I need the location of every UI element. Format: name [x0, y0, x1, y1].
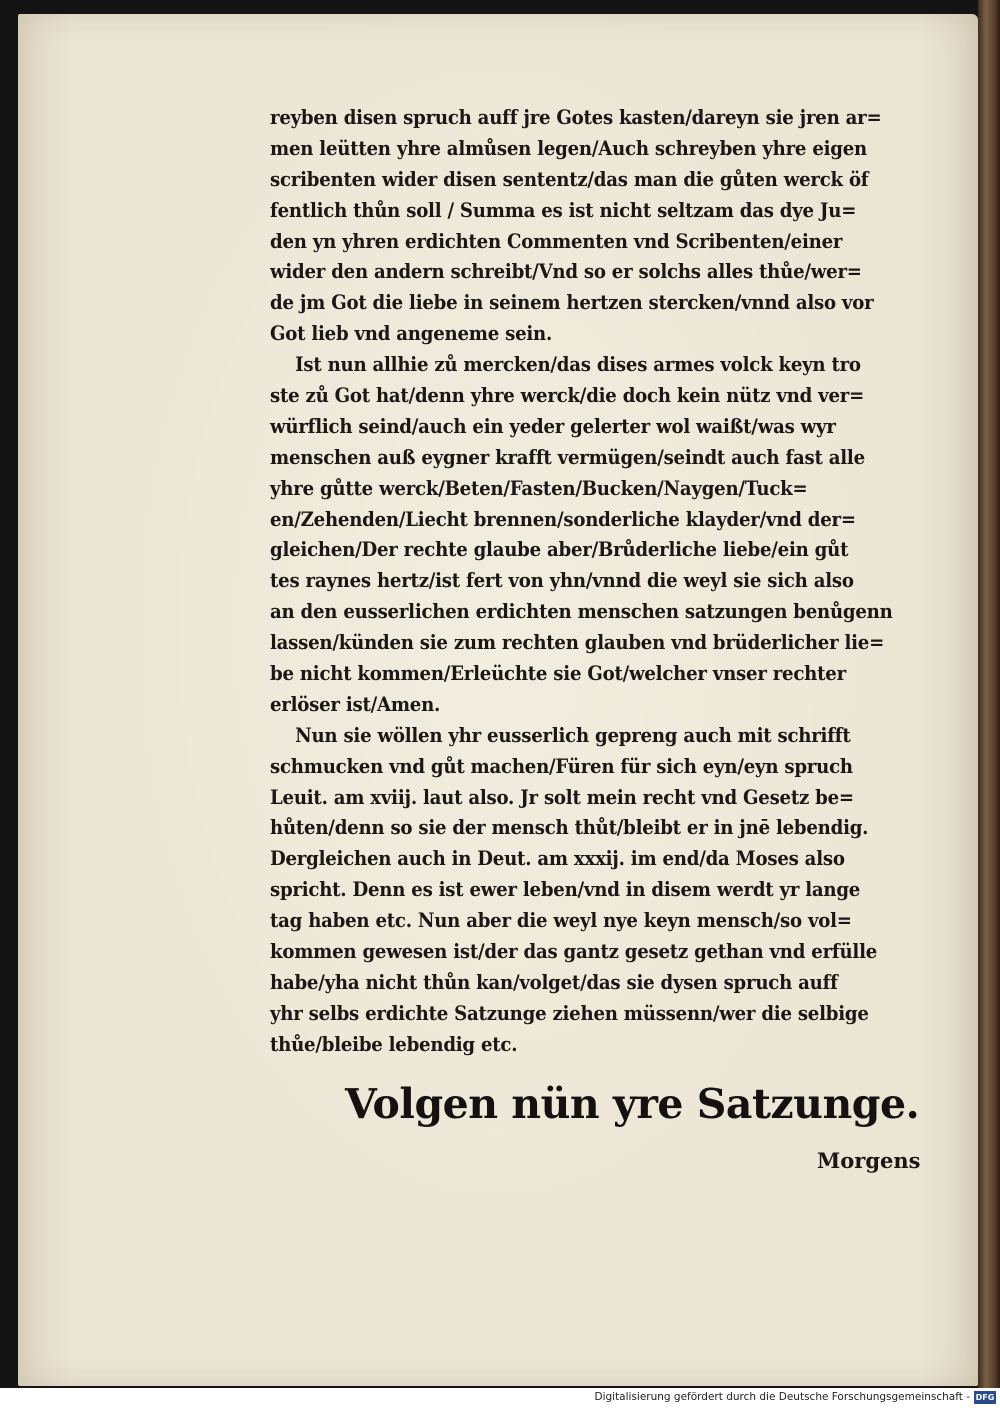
text-line: ste zů Got hat/denn yhre werck/die doch kein nütz vnd ver=: [270, 384, 865, 408]
paragraph-start-line: Ist nun allhie zů mercken/das dises armes volck keyn tro: [295, 353, 861, 377]
text-line: en/Zehenden/Liecht brennen/sonderliche klayder/vnd der=: [270, 507, 856, 531]
text-line: yhr selbs erdichte Satzunge ziehen müssenn/wer die selbige: [270, 1001, 869, 1025]
text-line: kommen gewesen ist/der das gantz gesetz gethan vnd erfülle: [270, 940, 878, 964]
text-line: spricht. Denn es ist ewer leben/vnd in disem werdt yr lange: [270, 878, 861, 902]
text-line: Dergleichen auch in Deut. am xxxij. im end/da Moses also: [270, 847, 845, 871]
dfg-credit-text: Digitalisierung gefördert durch die Deutsche Forschungsgemeinschaft -: [594, 1391, 970, 1403]
text-line: habe/yha nicht thůn kan/volget/das sie dysen spruch auff: [270, 970, 838, 994]
text-line: würflich seind/auch ein yeder gelerter wol waißt/was wyr: [270, 414, 836, 438]
catchword: Morgens: [817, 1148, 921, 1173]
text-line: den yn yhren erdichten Commenten vnd Scribenten/einer: [270, 229, 843, 253]
text-line: Got lieb vnd angeneme sein.: [270, 322, 553, 346]
text-line: Leuit. am xviij. laut also. Jr solt mein recht vnd Gesetz be=: [270, 785, 854, 809]
book-spine-edge: [978, 0, 1000, 1388]
text-line: be nicht kommen/Erleüchte sie Got/welcher vnser rechter: [270, 662, 846, 686]
text-line: erlöser ist/Amen.: [270, 692, 441, 716]
text-line: hůten/denn so sie der mensch thůt/bleibt er in jnē lebendig.: [270, 816, 869, 840]
text-line: wider den andern schreibt/Vnd so er solchs alles thůe/wer=: [270, 260, 862, 284]
text-line: yhre gůtte werck/Beten/Fasten/Bucken/Naygen/Tuck=: [270, 476, 808, 500]
text-line: an den eusserlichen erdichten menschen satzungen benůgenn: [270, 600, 893, 624]
text-line: thůe/bleibe lebendig etc.: [270, 1032, 518, 1056]
text-line: schmucken vnd gůt machen/Füren für sich eyn/eyn spruch: [270, 754, 853, 778]
text-line: scribenten wider disen sententz/das man die gůten werck öf: [270, 167, 869, 191]
text-line: de jm Got die liebe in seinem hertzen stercken/vnnd also vor: [270, 291, 874, 315]
text-line: menschen auß eygner krafft vermügen/seindt auch fast alle: [270, 445, 865, 469]
text-line: lassen/künden sie zum rechten glauben vnd brüderlicher lie=: [270, 631, 885, 655]
section-heading: Volgen nün yre Satzunge.: [345, 1080, 920, 1128]
paragraph-start-line: Nun sie wöllen yhr eusserlich gepreng auch mit schrifft: [295, 723, 851, 747]
text-line: tag haben etc. Nun aber die weyl nye keyn mensch/so vol=: [270, 909, 852, 933]
text-line: gleichen/Der rechte glaube aber/Brůderliche liebe/ein gůt: [270, 538, 849, 562]
body-text: [270, 103, 942, 1061]
text-line: fentlich thůn soll / Summa es ist nicht seltzam das dye Ju=: [270, 198, 857, 222]
dfg-logo-icon: DFG: [975, 1393, 995, 1402]
text-line: reyben disen spruch auff jre Gotes kasten/dareyn sie jren ar=: [270, 106, 882, 129]
footer-bar: [0, 1388, 1000, 1408]
text-line: men leütten yhre almůsen legen/Auch schreyben yhre eigen: [270, 136, 868, 160]
text-line: tes raynes hertz/ist fert von yhn/vnnd die weyl sie sich also: [270, 569, 854, 593]
